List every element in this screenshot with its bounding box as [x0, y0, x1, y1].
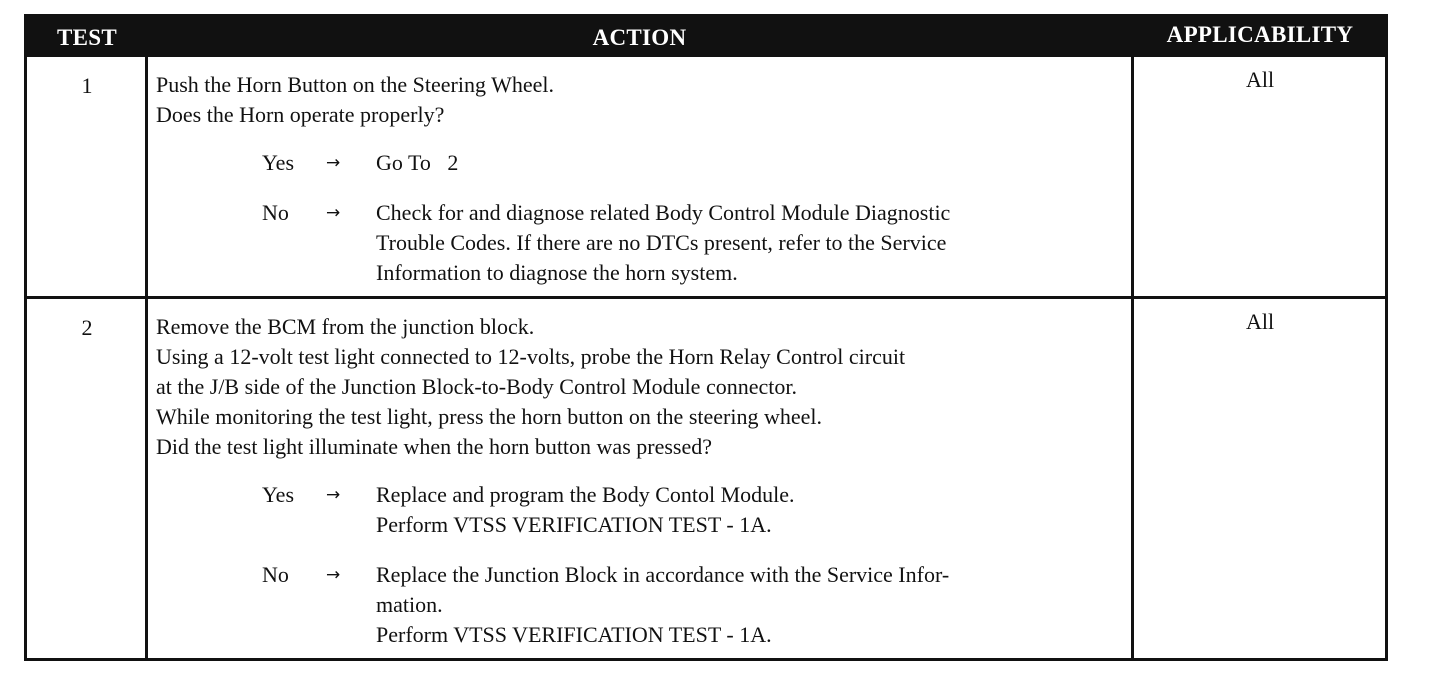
- header-test: TEST: [56, 25, 117, 50]
- arrow-icon: →: [326, 153, 341, 173]
- action-line: Using a 12-volt test light connected to 12-volts, probe the Horn Relay Control circuit: [156, 344, 906, 369]
- applicability-2: All: [1245, 309, 1275, 334]
- no-result-line: Information to diagnose the horn system.: [376, 260, 738, 285]
- yes-label: Yes: [262, 482, 295, 507]
- action-line: Did the test light illuminate when the horn button was pressed?: [156, 434, 713, 459]
- yes-result-line: Go To 2: [376, 150, 459, 175]
- no-answer-2: [262, 560, 1136, 650]
- action-line: at the J/B side of the Junction Block-to-Body Control Module connector.: [156, 374, 797, 399]
- no-result-line: mation.: [376, 592, 443, 617]
- action-cell-1: [156, 70, 1136, 288]
- no-result-line: Perform VTSS VERIFICATION TEST - 1A.: [376, 622, 772, 647]
- row-divider: [27, 296, 1385, 299]
- test-number-2: 2: [81, 315, 93, 340]
- applicability-1: All: [1245, 67, 1275, 92]
- no-label: No: [262, 200, 289, 225]
- no-result-line: Trouble Codes. If there are no DTCs present, refer to the Service: [376, 230, 947, 255]
- action-line: Does the Horn operate properly?: [156, 102, 445, 127]
- action-line: While monitoring the test light, press the horn button on the steering wheel.: [156, 404, 822, 429]
- no-result-line: Replace the Junction Block in accordance with the Service Infor-: [376, 562, 950, 587]
- arrow-icon: →: [326, 203, 341, 223]
- arrow-icon: →: [326, 565, 341, 585]
- table-header: [27, 17, 1385, 57]
- yes-result-line: Replace and program the Body Contol Module.: [376, 482, 795, 507]
- action-line: Push the Horn Button on the Steering Wheel.: [156, 72, 554, 97]
- action-line: Remove the BCM from the junction block.: [156, 314, 535, 339]
- yes-answer-1: [262, 148, 1136, 178]
- diagnostic-test-table: [24, 14, 1388, 661]
- no-label: No: [262, 562, 289, 587]
- no-answer-1: [262, 198, 1136, 288]
- header-action: ACTION: [592, 25, 687, 50]
- test-number-1: 1: [81, 73, 93, 98]
- yes-label: Yes: [262, 150, 295, 175]
- column-divider-test: [145, 57, 148, 658]
- action-cell-2: [156, 312, 1136, 650]
- yes-answer-2: [262, 480, 1136, 540]
- header-applicability: APPLICABILITY: [1166, 22, 1354, 47]
- yes-result-line: Perform VTSS VERIFICATION TEST - 1A.: [376, 512, 772, 537]
- no-result-line: Check for and diagnose related Body Control Module Diagnostic: [376, 200, 951, 225]
- arrow-icon: →: [326, 485, 341, 505]
